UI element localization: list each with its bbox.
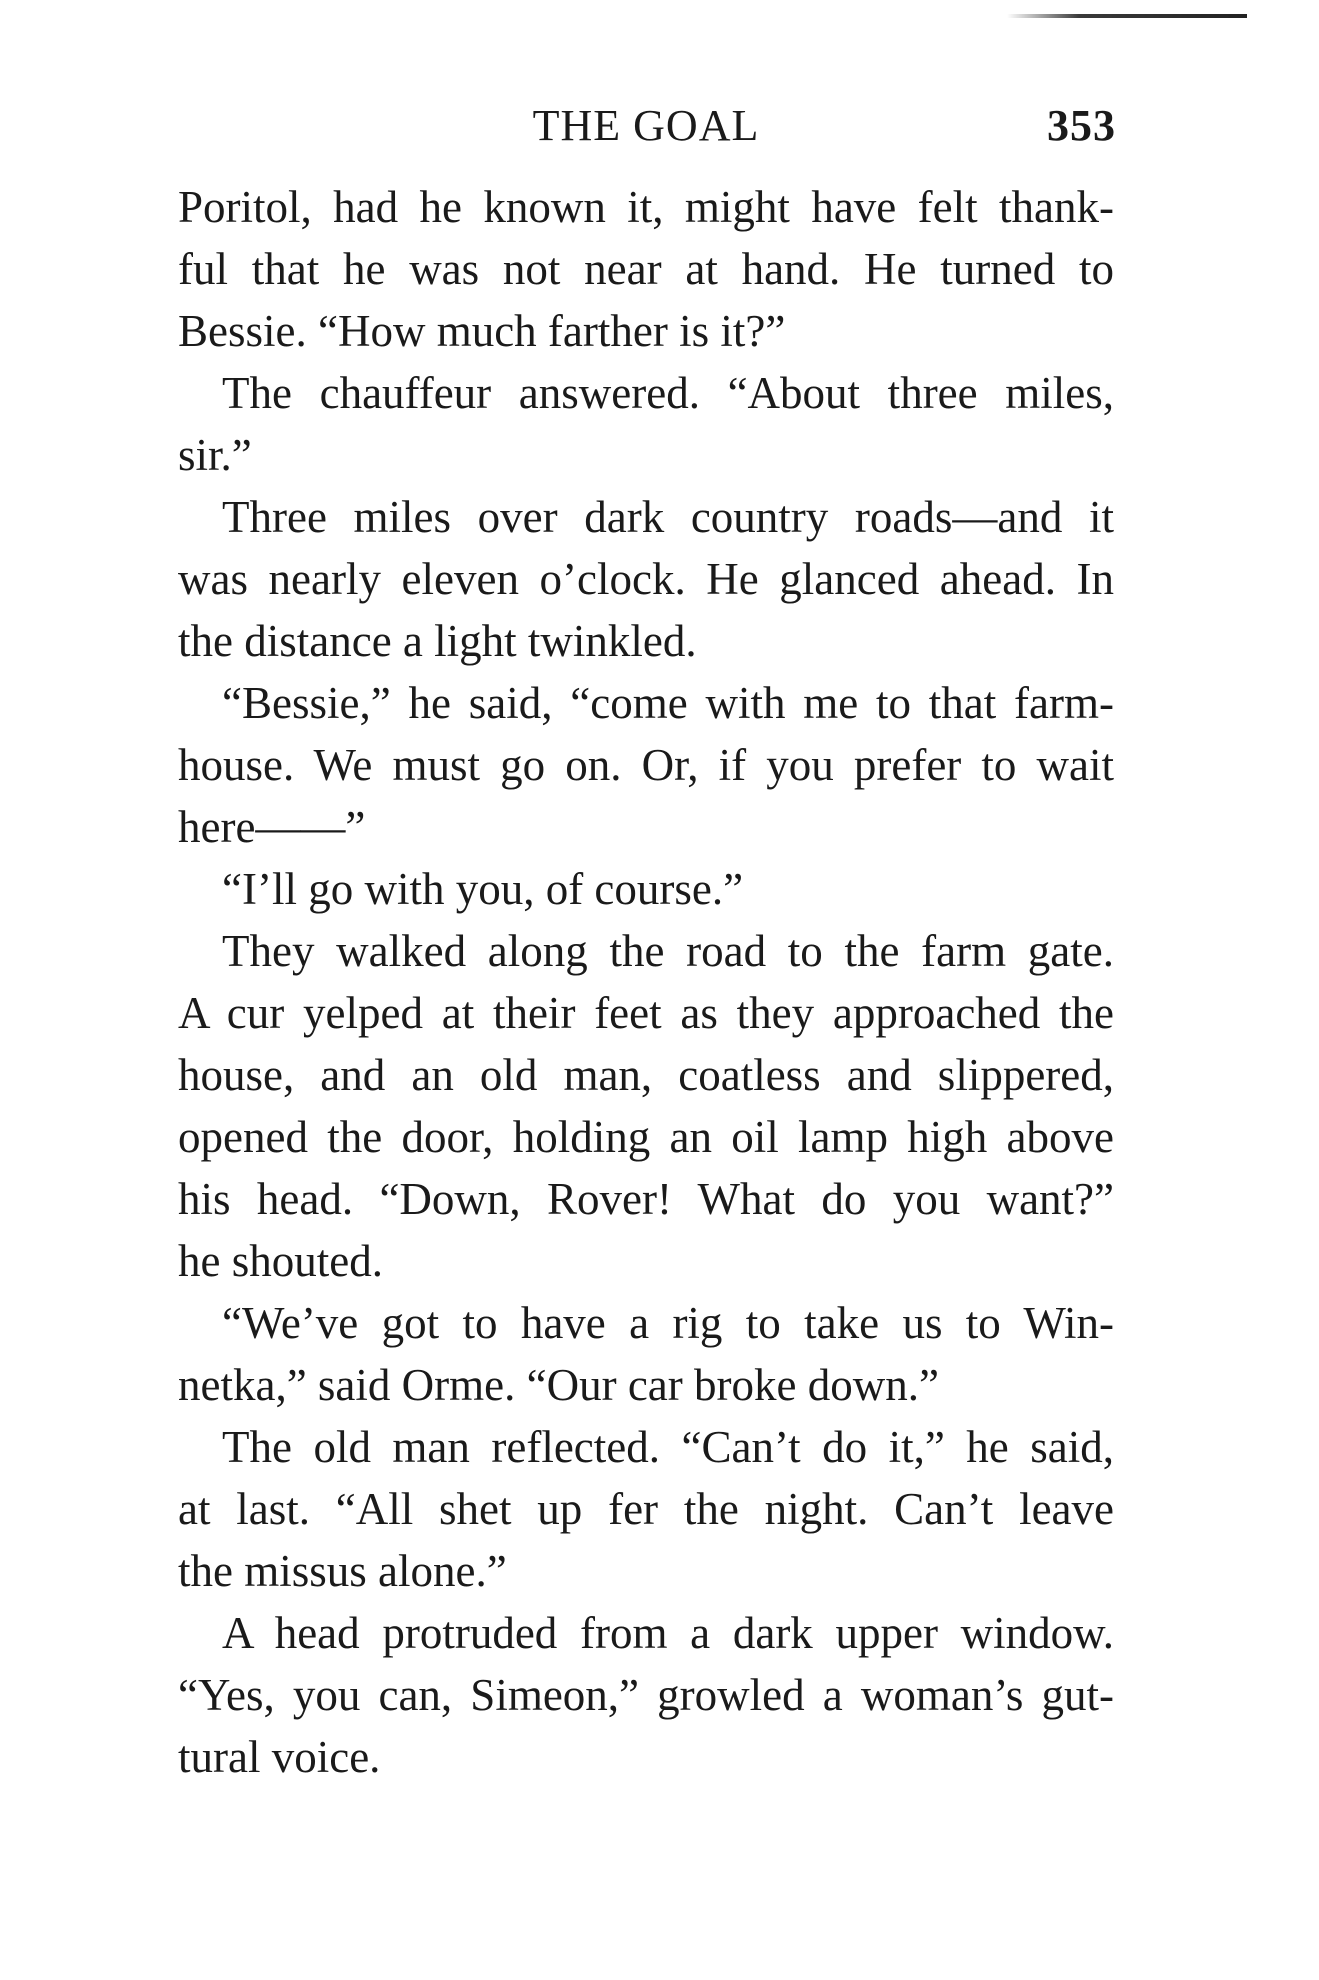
text-line: sir.” <box>178 430 252 480</box>
text-line: “I’ll go with you, of course.” <box>222 864 744 914</box>
text-line: here——” <box>178 802 366 852</box>
text-line: The old man reflected. “Can’t do it,” he said, <box>222 1422 1114 1472</box>
text-line: Poritol, had he known it, might have felt thank- <box>178 182 1114 232</box>
text-line: the distance a light twinkled. <box>178 616 697 666</box>
body-text <box>178 176 1114 1788</box>
text-line: “Yes, you can, Simeon,” growled a woman’s gut- <box>178 1670 1114 1720</box>
running-header <box>176 100 1116 160</box>
text-line: at last. “All shet up fer the night. Can’t leave <box>178 1484 1114 1534</box>
text-line: A head protruded from a dark upper window. <box>222 1608 1114 1658</box>
page-edge-mark <box>1007 14 1247 18</box>
text-line: his head. “Down, Rover! What do you want?” <box>178 1174 1114 1224</box>
text-line: opened the door, holding an oil lamp high above <box>178 1112 1114 1162</box>
text-line: The chauffeur answered. “About three miles, <box>222 368 1114 418</box>
running-title: THE GOAL <box>532 101 760 150</box>
page-number: 353 <box>1047 101 1116 150</box>
text-line: tural voice. <box>178 1732 381 1782</box>
text-line: ful that he was not near at hand. He turned to <box>178 244 1114 294</box>
text-line: A cur yelped at their feet as they approached the <box>178 988 1114 1038</box>
text-line: Three miles over dark country roads—and it <box>222 492 1114 542</box>
text-line: They walked along the road to the farm gate. <box>222 926 1114 976</box>
text-line: he shouted. <box>178 1236 383 1286</box>
text-line: “Bessie,” he said, “come with me to that farm- <box>222 678 1114 728</box>
text-line: Bessie. “How much farther is it?” <box>178 306 786 356</box>
text-line: netka,” said Orme. “Our car broke down.” <box>178 1360 939 1410</box>
text-line: “We’ve got to have a rig to take us to Win- <box>222 1298 1114 1348</box>
text-line: house, and an old man, coatless and slippered, <box>178 1050 1114 1100</box>
text-line: house. We must go on. Or, if you prefer to wait <box>178 740 1114 790</box>
text-line: was nearly eleven o’clock. He glanced ahead. In <box>178 554 1114 604</box>
text-line: the missus alone.” <box>178 1546 507 1596</box>
